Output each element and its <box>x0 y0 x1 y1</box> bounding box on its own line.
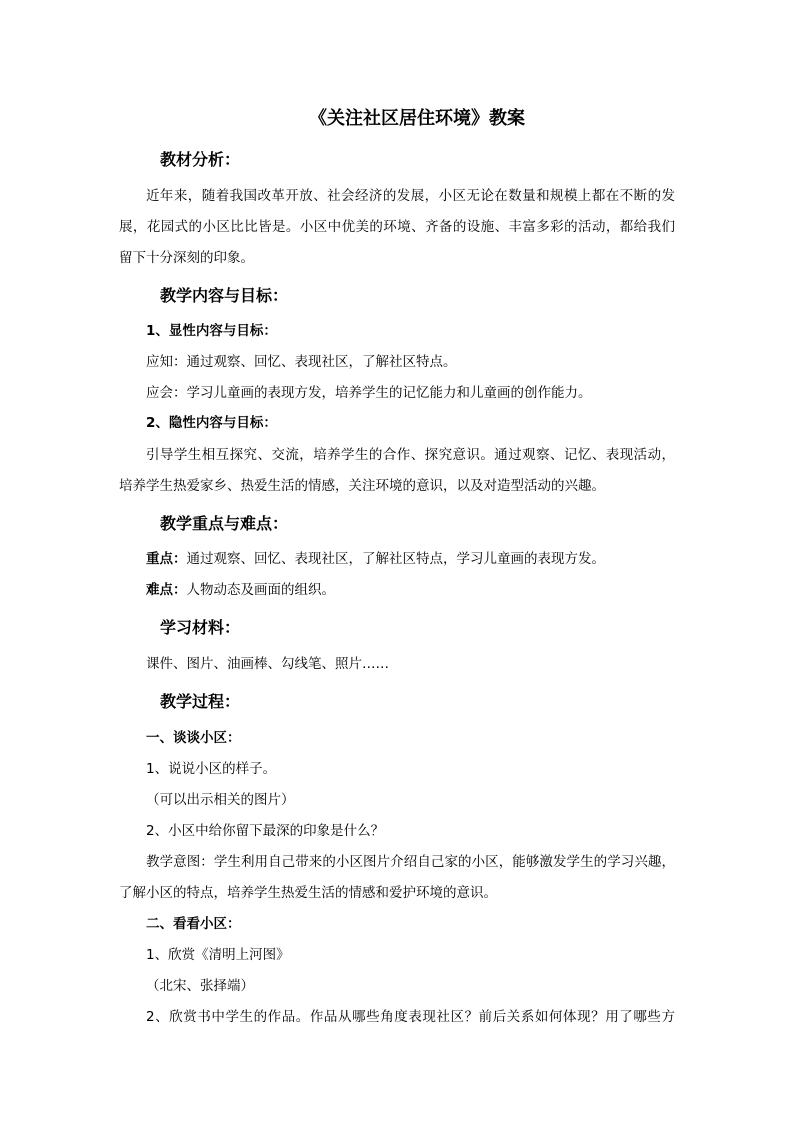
hard-label: 难点： <box>146 582 187 598</box>
document-title: 《关注社区居住环境》教案 <box>309 108 525 129</box>
heading-key-difficult: 教学重点与难点： <box>160 514 289 533</box>
list-item: 1、说说小区的样子。 <box>146 761 277 777</box>
difficult-point <box>146 581 335 599</box>
goal-know: 应知：通过观察、回忆、表现社区，了解社区特点。 <box>146 354 457 370</box>
key-label: 重点： <box>146 551 187 567</box>
list-item: 1、欣赏《清明上河图》 <box>146 947 290 963</box>
key-point <box>146 550 605 568</box>
materials-list: 课件、图片、油画棒、勾线笔、照片…… <box>146 656 389 672</box>
paragraph-line: 教学意图：学生利用自己带来的小区图片介绍自己家的小区，能够激发学生的学习兴趣， <box>146 854 675 870</box>
subheading-implicit-goals: 2、隐性内容与目标： <box>146 415 277 431</box>
paragraph-line: 了解小区的特点，培养学生热爱生活的情感和爱护环境的意识。 <box>119 885 497 901</box>
list-item: 2、欣赏书中学生的作品。作品从哪些角度表现社区？前后关系如何体现？用了哪些方 <box>146 1009 675 1025</box>
list-note: （北宋、张择端） <box>146 978 254 994</box>
heading-material-analysis: 教材分析： <box>160 150 241 169</box>
key-text: 通过观察、回忆、表现社区，了解社区特点，学习儿童画的表现方发。 <box>186 551 605 567</box>
paragraph-line: 展，花园式的小区比比皆是。小区中优美的环境、齐备的设施、丰富多彩的活动，都给我们 <box>119 219 675 235</box>
list-item: 2、小区中给你留下最深的印象是什么？ <box>146 823 385 839</box>
heading-teaching-process: 教学过程： <box>160 692 241 711</box>
heading-learning-materials: 学习材料： <box>160 618 241 637</box>
subheading-part2: 二、看看小区： <box>146 916 241 932</box>
list-note: （可以出示相关的图片） <box>146 792 295 808</box>
goal-can: 应会：学习儿童画的表现方发，培养学生的记忆能力和儿童画的创作能力。 <box>146 385 592 401</box>
subheading-part1: 一、谈谈小区： <box>146 730 241 746</box>
paragraph-line: 引导学生相互探究、交流，培养学生的合作、探究意识。通过观察、记忆、表现活动， <box>146 447 675 463</box>
hard-text: 人物动态及画面的组织。 <box>186 582 335 598</box>
paragraph-line: 近年来，随着我国改革开放、社会经济的发展，小区无论在数量和规模上都在不断的发 <box>146 188 675 204</box>
subheading-explicit-goals: 1、显性内容与目标： <box>146 323 277 339</box>
paragraph-line: 培养学生热爱家乡、热爱生活的情感，关注环境的意识，以及对造型活动的兴趣。 <box>119 478 605 494</box>
heading-content-goals: 教学内容与目标： <box>160 286 289 305</box>
paragraph-line: 留下十分深刻的印象。 <box>119 250 254 266</box>
